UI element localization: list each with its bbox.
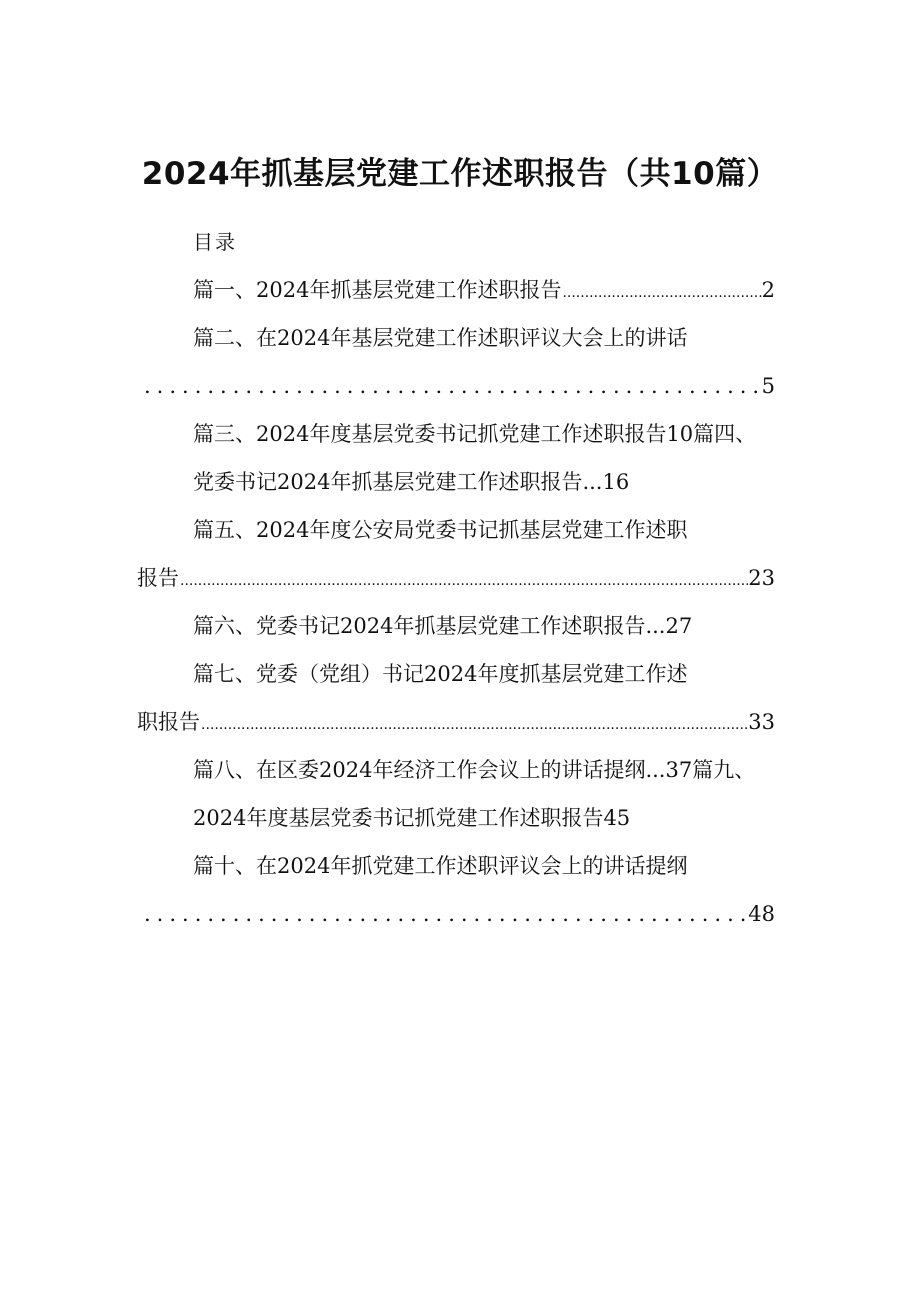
toc-entry-5-leader-row[interactable]: [137, 564, 775, 595]
toc-entry-page: 23: [748, 566, 775, 590]
toc-entry-1[interactable]: [193, 276, 775, 307]
dot-leader: [143, 900, 748, 928]
dot-leader: [200, 711, 748, 739]
toc-entry-7-title[interactable]: 篇七、党委（党组）书记2024年度抓基层党建工作述: [193, 662, 688, 686]
dot-leader: [179, 567, 748, 595]
toc-entry-7-leader-row[interactable]: [137, 708, 775, 739]
toc-entry-5-title[interactable]: 篇五、2024年度公安局党委书记抓基层党建工作述职: [193, 518, 688, 542]
page-title: 2024年抓基层党建工作述职报告（共10篇）: [141, 156, 779, 192]
toc-entry-8-line1[interactable]: 篇八、在区委2024年经济工作会议上的讲话提纲...37篇九、: [193, 758, 756, 782]
toc-entry-3-line2[interactable]: 党委书记2024年抓基层党建工作述职报告...16: [193, 470, 630, 494]
toc-entry-title-cont: 职报告: [137, 710, 200, 734]
toc-entry-page: 33: [748, 710, 775, 734]
toc-entry-page: 5: [761, 374, 775, 398]
toc-entry-8-line2[interactable]: 2024年度基层党委书记抓党建工作述职报告45: [193, 806, 631, 830]
toc-entry-page: 2: [761, 278, 775, 302]
toc-label: 目录: [193, 230, 237, 254]
toc-entry-page: 48: [748, 902, 775, 926]
toc-entry-2-leader-row[interactable]: [143, 372, 775, 400]
dot-leader: [561, 279, 761, 307]
toc-entry-2-title[interactable]: 篇二、在2024年基层党建工作述职评议大会上的讲话: [193, 326, 688, 350]
toc-entry-3-line1[interactable]: 篇三、2024年度基层党委书记抓党建工作述职报告10篇四、: [193, 422, 757, 446]
toc-entry-title-cont: 报告: [137, 566, 179, 590]
toc-entry-6[interactable]: 篇六、党委书记2024年抓基层党建工作述职报告...27: [193, 614, 693, 638]
toc-entry-10-title[interactable]: 篇十、在2024年抓党建工作述职评议会上的讲话提纲: [193, 854, 688, 878]
toc-entry-title: 篇一、2024年抓基层党建工作述职报告: [193, 278, 562, 302]
toc-entry-10-leader-row[interactable]: [143, 900, 775, 928]
dot-leader: [143, 372, 762, 400]
